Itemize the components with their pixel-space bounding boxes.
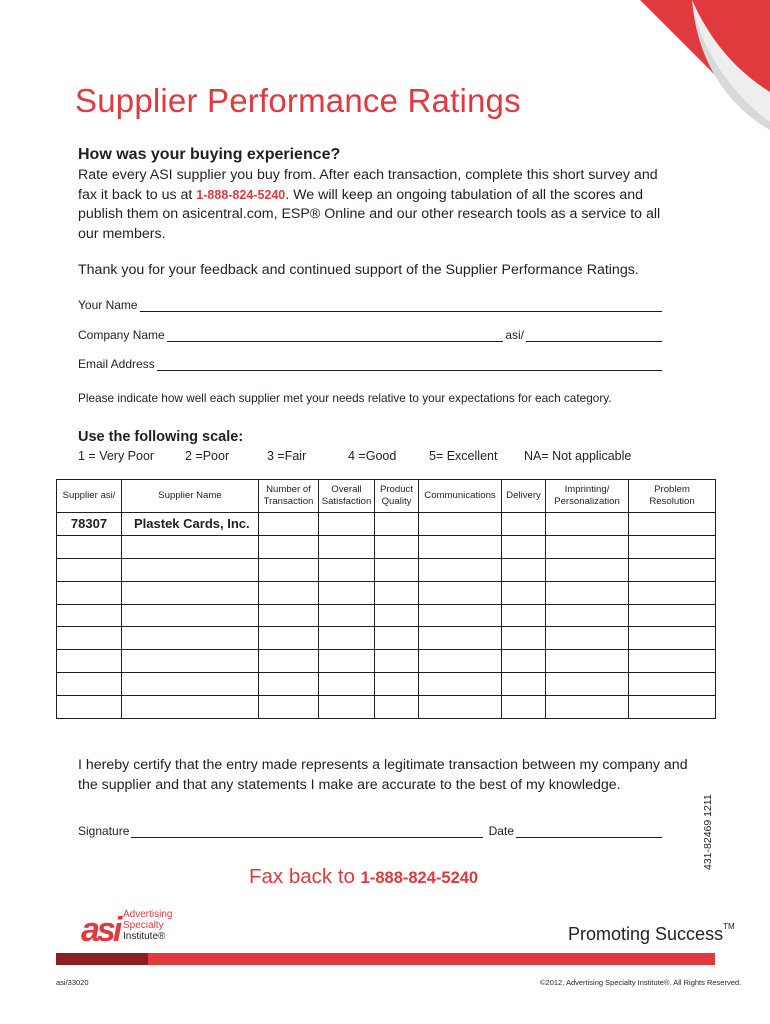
table-cell[interactable] — [546, 558, 629, 581]
scale-item: 3 =Fair — [267, 449, 307, 463]
column-header — [546, 480, 629, 513]
trademark-mark: TM — [723, 922, 735, 931]
asi-number-line[interactable] — [526, 329, 662, 342]
column-header-line: Communications — [424, 490, 496, 501]
signature-field[interactable] — [78, 824, 662, 838]
table-cell[interactable] — [629, 627, 716, 650]
table-cell[interactable] — [546, 650, 629, 673]
table-cell[interactable]: Plastek Cards, Inc. — [122, 513, 259, 536]
column-header-line: Quality — [381, 496, 412, 507]
table-cell[interactable] — [319, 673, 375, 696]
table-cell[interactable] — [502, 627, 546, 650]
table-row — [57, 604, 716, 627]
page-title: Supplier Performance Ratings — [75, 82, 521, 119]
table-cell[interactable] — [546, 627, 629, 650]
table-cell[interactable] — [546, 673, 629, 696]
table-cell[interactable] — [629, 673, 716, 696]
table-cell[interactable] — [502, 604, 546, 627]
table-cell[interactable] — [122, 696, 259, 719]
table-cell[interactable] — [319, 696, 375, 719]
intro-text-2: . We will keep an ongoing tabulation of all the scores and publish them on asicentral.com, ESP® Online and our other research tools as a service to all our members. — [78, 186, 661, 242]
column-header — [419, 480, 502, 513]
signature-line[interactable] — [131, 825, 482, 838]
table-cell[interactable] — [419, 673, 502, 696]
table-cell[interactable] — [546, 581, 629, 604]
column-header — [57, 480, 122, 513]
table-cell[interactable] — [57, 696, 122, 719]
column-header-line: Imprinting/ — [564, 484, 610, 495]
signature-label: Signature — [78, 824, 130, 838]
table-cell[interactable] — [546, 696, 629, 719]
table-cell[interactable] — [122, 558, 259, 581]
table-cell[interactable] — [629, 696, 716, 719]
thanks-text: Thank you for your feedback and continued support of the Supplier Performance Ratings. — [78, 262, 639, 278]
column-header-line: Supplier Name — [158, 490, 222, 501]
table-cell[interactable] — [122, 604, 259, 627]
table-cell[interactable] — [375, 627, 419, 650]
asi-label: asi/ — [505, 328, 524, 342]
logo-line: Advertising — [123, 909, 173, 920]
table-cell[interactable] — [259, 581, 319, 604]
table-cell[interactable] — [122, 627, 259, 650]
column-header — [319, 480, 375, 513]
table-cell[interactable] — [502, 513, 546, 536]
table-row — [57, 650, 716, 673]
column-header — [502, 480, 546, 513]
column-header-line: Problem — [654, 484, 690, 495]
logo-mark: asi — [81, 911, 120, 948]
table-cell[interactable] — [375, 535, 419, 558]
table-cell[interactable] — [419, 627, 502, 650]
table-cell[interactable] — [419, 650, 502, 673]
table-cell[interactable] — [375, 558, 419, 581]
table-row — [57, 581, 716, 604]
email-line[interactable] — [157, 358, 662, 371]
column-header — [259, 480, 319, 513]
intro-paragraph — [78, 166, 678, 244]
table-cell[interactable] — [629, 581, 716, 604]
company-name-field[interactable] — [78, 328, 662, 342]
table-cell[interactable] — [502, 673, 546, 696]
column-header-line: Supplier asi/ — [62, 490, 116, 501]
column-header-line: Delivery — [506, 490, 541, 501]
table-cell[interactable] — [259, 604, 319, 627]
intro-text-1: Rate every ASI supplier you buy from. After each transaction, complete this short survey and fax it back to us at — [78, 167, 658, 203]
table-row — [57, 558, 716, 581]
table-row — [57, 513, 716, 536]
table-cell[interactable] — [319, 513, 375, 536]
table-cell[interactable] — [319, 627, 375, 650]
intro-phone: 1-888-824-5240 — [196, 187, 286, 202]
table-cell[interactable] — [122, 673, 259, 696]
table-cell[interactable] — [259, 535, 319, 558]
table-cell[interactable] — [319, 650, 375, 673]
tagline — [568, 924, 735, 945]
logo-wordmark — [123, 909, 172, 942]
table-cell[interactable] — [375, 650, 419, 673]
table-cell[interactable] — [259, 558, 319, 581]
table-cell[interactable] — [419, 535, 502, 558]
column-header-line: Resolution — [649, 496, 695, 507]
table-cell[interactable] — [419, 558, 502, 581]
table-cell[interactable] — [502, 696, 546, 719]
table-cell[interactable] — [375, 696, 419, 719]
company-name-label: Company Name — [78, 328, 165, 342]
your-name-line[interactable] — [140, 299, 662, 312]
table-cell[interactable] — [629, 650, 716, 673]
footer-code: asi/33020 — [56, 978, 89, 987]
table-row — [57, 696, 716, 719]
your-name-field[interactable] — [78, 298, 662, 312]
tagline-text: Promoting Success — [568, 924, 724, 944]
table-cell[interactable]: 78307 — [57, 513, 122, 536]
email-field[interactable] — [78, 357, 662, 371]
page-curl-corner — [640, 0, 770, 130]
table-cell[interactable] — [259, 513, 319, 536]
column-header — [375, 480, 419, 513]
table-cell[interactable] — [502, 650, 546, 673]
table-cell[interactable] — [57, 604, 122, 627]
column-header-line: Satisfaction — [321, 496, 372, 507]
table-cell[interactable] — [57, 627, 122, 650]
table-cell[interactable] — [375, 581, 419, 604]
table-cell[interactable] — [375, 604, 419, 627]
table-cell[interactable] — [629, 558, 716, 581]
table-cell[interactable] — [629, 535, 716, 558]
scale-item: 5= Excellent — [429, 449, 498, 463]
date-line[interactable] — [516, 825, 662, 838]
date-label: Date — [488, 824, 514, 838]
table-cell[interactable] — [419, 696, 502, 719]
table-cell[interactable] — [319, 604, 375, 627]
table-cell[interactable] — [122, 535, 259, 558]
table-cell[interactable] — [419, 604, 502, 627]
column-header-line: Number of — [266, 484, 311, 495]
scale-item: 4 =Good — [348, 449, 397, 463]
table-cell[interactable] — [319, 581, 375, 604]
table-cell[interactable] — [502, 535, 546, 558]
subtitle: How was your buying experience? — [78, 146, 341, 163]
instruction-text: Please indicate how well each supplier met your needs relative to your expectations for each category. — [78, 391, 612, 405]
column-header-line: Product — [379, 484, 414, 495]
column-header-line: Transaction — [263, 496, 314, 507]
your-name-label: Your Name — [78, 298, 138, 312]
table-cell[interactable] — [629, 513, 716, 536]
copyright-text: ©2012, Advertising Specialty Institute®. All Rights Reserved. — [540, 978, 742, 987]
table-cell[interactable] — [419, 581, 502, 604]
scale-item: NA= Not applicable — [524, 449, 632, 463]
fax-back-line — [249, 865, 478, 889]
table-cell[interactable] — [122, 581, 259, 604]
form-code-vertical: 431-82469 1211 — [702, 794, 714, 870]
logo-line: Institute® — [123, 931, 166, 942]
email-label: Email Address — [78, 357, 155, 371]
fax-phone: 1-888-824-5240 — [360, 869, 479, 887]
table-cell[interactable] — [259, 627, 319, 650]
ratings-table — [56, 479, 716, 719]
table-cell[interactable] — [259, 696, 319, 719]
scale-title: Use the following scale: — [78, 429, 244, 445]
table-cell[interactable] — [57, 581, 122, 604]
table-cell[interactable] — [319, 535, 375, 558]
column-header — [122, 480, 259, 513]
table-cell[interactable] — [419, 513, 502, 536]
table-cell[interactable] — [57, 673, 122, 696]
company-name-line[interactable] — [167, 329, 504, 342]
table-cell[interactable] — [502, 581, 546, 604]
table-cell[interactable] — [57, 558, 122, 581]
column-header — [629, 480, 716, 513]
fax-label: Fax back to — [249, 865, 361, 888]
table-cell[interactable] — [375, 513, 419, 536]
table-cell[interactable] — [57, 650, 122, 673]
table-row — [57, 535, 716, 558]
table-cell[interactable] — [375, 673, 419, 696]
column-header-line: Overall — [331, 484, 362, 495]
scale-item: 1 = Very Poor — [78, 449, 155, 463]
certification-text: I hereby certify that the entry made represents a legitimate transaction between my company and the supplier and that any statements I make are accurate to the best of my knowledge. — [78, 757, 688, 793]
table-cell[interactable] — [259, 650, 319, 673]
table-cell[interactable] — [629, 604, 716, 627]
table-cell[interactable] — [546, 513, 629, 536]
table-cell[interactable] — [122, 650, 259, 673]
table-header-row — [57, 480, 716, 513]
table-cell[interactable] — [319, 558, 375, 581]
scale-legend — [78, 449, 658, 465]
footer-bar — [56, 953, 715, 965]
table-cell[interactable] — [546, 604, 629, 627]
column-header-line: Personalization — [554, 496, 620, 507]
table-cell[interactable] — [259, 673, 319, 696]
table-cell[interactable] — [57, 535, 122, 558]
table-cell[interactable] — [546, 535, 629, 558]
footer-bar-accent — [56, 953, 148, 965]
table-row — [57, 627, 716, 650]
table-cell[interactable] — [502, 558, 546, 581]
scale-item: 2 =Poor — [185, 449, 230, 463]
table-row — [57, 673, 716, 696]
logo-line: Specialty — [123, 920, 164, 931]
